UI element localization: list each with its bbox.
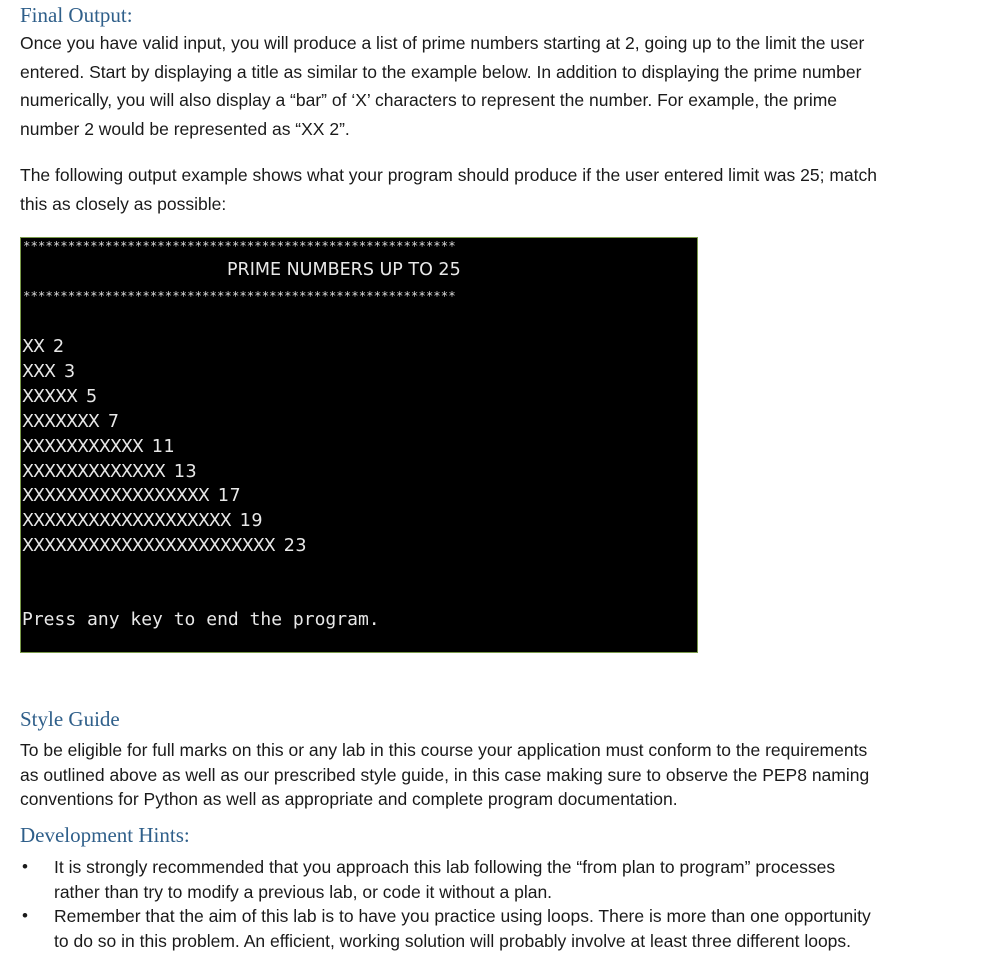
- prime-number: 3: [63, 362, 76, 382]
- prime-bar: XXXXXXXXXXXXXXXXX: [22, 486, 209, 506]
- list-item: [20, 855, 871, 904]
- prime-bar: XXXXXXX: [22, 412, 99, 432]
- text-line: conventions for Python as well as appropriate and complete program documentation.: [20, 789, 678, 809]
- text-line: Remember that the aim of this lab is to have you practice using loops. There is more than one opportunity: [54, 906, 871, 926]
- console-prime-row: [22, 486, 241, 506]
- text-line: number 2 would be represented as “XX 2”.: [20, 118, 350, 139]
- text-line: to do so in this problem. An efficient, working solution will probably involve at least three different loops.: [54, 930, 852, 951]
- output-example-paragraph: [20, 161, 877, 218]
- style-guide-heading: Style Guide: [20, 707, 120, 731]
- prime-bar: XX: [22, 337, 44, 357]
- bullet-icon: •: [22, 857, 28, 876]
- prime-number: 5: [85, 387, 98, 407]
- prime-bar: XXXXX: [22, 387, 77, 407]
- console-press-any-key: Press any key to end the program.: [22, 609, 380, 630]
- list-item: [20, 904, 871, 953]
- prime-number: 2: [52, 337, 65, 357]
- prime-number: 13: [173, 462, 198, 482]
- text-line: Once you have valid input, you will produce a list of prime numbers starting at 2, going up to the limit the user: [20, 33, 865, 53]
- bullet-icon: •: [22, 906, 28, 925]
- prime-number: 7: [107, 412, 120, 432]
- prime-bar: XXXXXXXXXXXXXXXXXXXXXXX: [22, 536, 275, 556]
- prime-number: 23: [283, 536, 308, 556]
- text-line: It is strongly recommended that you approach this lab following the “from plan to program” processes: [54, 857, 836, 877]
- prime-number: 11: [151, 437, 176, 457]
- text-line: rather than try to modify a previous lab, or code it without a plan.: [54, 881, 553, 902]
- console-title: PRIME NUMBERS UP TO 25: [227, 260, 461, 280]
- prime-bar: XXXXXXXXXXX: [22, 437, 143, 457]
- style-guide-paragraph: [20, 738, 869, 812]
- text-line: The following output example shows what your program should produce if the user entered limit was 25; match: [20, 165, 877, 185]
- text-line: entered. Start by displaying a title as similar to the example below. In addition to displaying the prime number: [20, 61, 862, 82]
- hints-list: [20, 855, 871, 953]
- prime-bar: XXXXXXXXXXXXX: [22, 462, 165, 482]
- console-prime-row: [22, 536, 307, 556]
- prime-bar: XXXXXXXXXXXXXXXXXXX: [22, 511, 231, 531]
- console-prime-row: [22, 511, 263, 531]
- console-prime-row: [22, 337, 65, 357]
- console-stars-top: **********************************************************: [23, 238, 456, 253]
- development-hints-heading: Development Hints:: [20, 823, 190, 847]
- text-line: as outlined above as well as our prescribed style guide, in this case making sure to observe the PEP8 naming: [20, 764, 870, 785]
- prime-number: 17: [217, 486, 242, 506]
- final-output-paragraph: [20, 29, 864, 143]
- text-line: this as closely as possible:: [20, 193, 227, 214]
- prime-bar: XXX: [22, 362, 55, 382]
- final-output-heading: Final Output:: [20, 3, 133, 27]
- console-output-screenshot: [20, 237, 698, 653]
- console-stars-bottom: **********************************************************: [23, 288, 456, 303]
- console-prime-row: [22, 437, 175, 457]
- console-prime-row: [22, 362, 76, 382]
- prime-number: 19: [239, 511, 264, 531]
- console-prime-row: [22, 462, 197, 482]
- console-prime-row: [22, 412, 120, 432]
- text-line: To be eligible for full marks on this or any lab in this course your application must conform to the requirements: [20, 740, 868, 760]
- console-prime-row: [22, 387, 98, 407]
- text-line: numerically, you will also display a “bar” of ‘X’ characters to represent the number. For example, the prime: [20, 90, 838, 110]
